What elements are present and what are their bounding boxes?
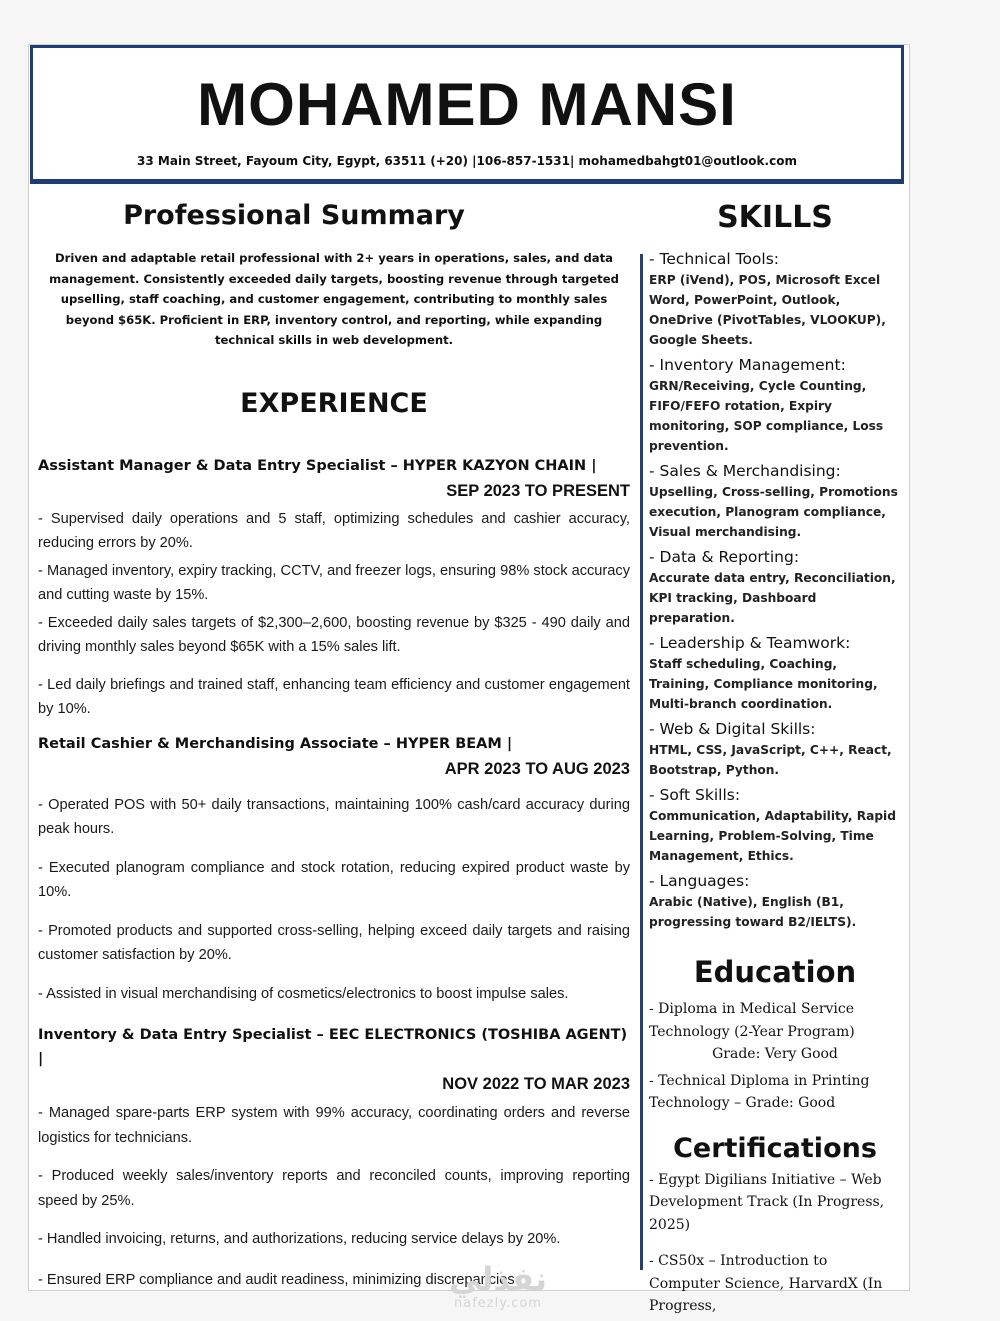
skill-category (649, 460, 901, 542)
column-divider (640, 254, 643, 1270)
skill-category-label: - Technical Tools: (649, 250, 780, 268)
skills-heading: SKILLS (717, 200, 833, 235)
job-bullet: - Managed spare-parts ERP system with 99% accuracy, coordinating orders and reverse logistics for technicians. (38, 1105, 630, 1146)
job-date: APR 2023 TO AUG 2023 (444, 759, 630, 778)
right-column (649, 196, 901, 1318)
resume-header (30, 45, 904, 184)
skill-category (649, 718, 901, 780)
job-bullet: - Handled invoicing, returns, and authorizations, reducing service delays by 20%. (38, 1231, 561, 1247)
skill-category-label: - Soft Skills: (649, 786, 741, 804)
job-date: NOV 2022 TO MAR 2023 (442, 1075, 630, 1093)
certification-item: - Egypt Digilians Initiative – Web Development Track (In Progress, 2025) (649, 1171, 885, 1233)
job-entry (38, 454, 630, 722)
skill-category (649, 354, 901, 456)
job-bullet: - Managed inventory, expiry tracking, CCTV, and freezer logs, ensuring 98% stock accuracy and cutting waste by 15%. (38, 562, 630, 603)
skill-category-text: GRN/Receiving, Cycle Counting, FIFO/FEFO rotation, Expiry monitoring, SOP compliance, Loss prevention. (649, 379, 884, 453)
job-entry (38, 732, 630, 1007)
skill-category-label: - Languages: (649, 872, 750, 890)
education-item: - Technical Diploma in Printing Technology – Grade: Good (649, 1072, 870, 1111)
education-item: - Diploma in Medical Service Technology (2-Year Program) (649, 1001, 855, 1040)
education-heading: Education (693, 955, 857, 989)
watermark-url: nafezly.com (454, 1296, 542, 1311)
skill-category (649, 870, 901, 932)
skill-category-label: - Leadership & Teamwork: (649, 634, 851, 652)
skill-category (649, 248, 901, 350)
job-bullet: - Exceeded daily sales targets of $2,300–2,600, boosting revenue by $325 - 490 daily and driving monthly sales beyond $65K with a 15% sales lift. (38, 614, 630, 655)
candidate-name: MOHAMED MANSI (197, 71, 737, 138)
skill-category-label: - Data & Reporting: (649, 548, 800, 566)
skill-category (649, 632, 901, 714)
job-date: SEP 2023 TO PRESENT (446, 481, 630, 500)
experience-heading: EXPERIENCE (240, 387, 428, 419)
job-title: Inventory & Data Entry Specialist – EEC ELECTRONICS (TOSHIBA AGENT) | (38, 1027, 628, 1067)
skill-category-text: Accurate data entry, Reconciliation, KPI tracking, Dashboard preparation. (649, 571, 896, 625)
left-column (38, 196, 630, 1292)
watermark-logo: نفذلي (449, 1260, 547, 1298)
summary-text: Driven and adaptable retail professional with 2+ years in operations, sales, and data management. Consistently exceeded daily targets, boosting revenue through targeted upselling, staff coaching, and customer engagement, contributing to monthly sales beyond $65K. Proficient in ERP, inventory control, and reporting, while expanding technical skills in web development. (49, 251, 619, 347)
watermark (428, 1262, 568, 1312)
job-bullet: - Supervised daily operations and 5 staff, optimizing schedules and cashier accuracy, reducing errors by 20%. (38, 510, 630, 551)
skill-category-label: - Inventory Management: (649, 356, 846, 374)
skill-category-label: - Web & Digital Skills: (649, 720, 816, 738)
summary-heading: Professional Summary (123, 200, 465, 231)
skill-category-text: ERP (iVend), POS, Microsoft Excel Word, PowerPoint, Outlook, OneDrive (PivotTables, VLOOKUP), Google Sheets. (649, 273, 886, 347)
skill-category-label: - Sales & Merchandising: (649, 462, 841, 480)
contact-line: 33 Main Street, Fayoum City, Egypt, 63511 (+20) |106-857-1531| mohamedbahgt01@outlook.com (137, 154, 797, 168)
certifications-heading: Certifications (673, 1132, 877, 1164)
job-bullet: - Operated POS with 50+ daily transactions, maintaining 100% cash/card accuracy during peak hours. (38, 796, 630, 837)
job-bullet: - Executed planogram compliance and stock rotation, reducing expired product waste by 10%. (38, 859, 630, 900)
skill-category-text: HTML, CSS, JavaScript, C++, React, Bootstrap, Python. (649, 743, 892, 777)
job-bullet: - Assisted in visual merchandising of cosmetics/electronics to boost impulse sales. (38, 985, 569, 1002)
education-grade: Grade: Very Good (712, 1046, 838, 1062)
skill-category (649, 784, 901, 866)
certification-item: - CS50x – Introduction to Computer Science, HarvardX (In Progress, (649, 1253, 883, 1314)
job-entry (38, 1023, 630, 1292)
job-title: Assistant Manager & Data Entry Specialist – HYPER KAZYON CHAIN | (38, 457, 597, 474)
skill-category (649, 546, 901, 628)
job-bullet: - Led daily briefings and trained staff, enhancing team efficiency and customer engagement by 10%. (38, 676, 630, 717)
job-bullet: - Ensured ERP compliance and audit readiness, minimizing discrepancies. (38, 1271, 519, 1288)
skill-category-text: Communication, Adaptability, Rapid Learning, Problem-Solving, Time Management, Ethics. (649, 809, 896, 863)
skill-category-text: Arabic (Native), English (B1, progressing toward B2/IELTS). (649, 895, 857, 929)
job-title: Retail Cashier & Merchandising Associate – HYPER BEAM | (38, 735, 513, 752)
skill-category-text: Staff scheduling, Coaching, Training, Compliance monitoring, Multi-branch coordination. (649, 657, 878, 711)
job-bullet: - Produced weekly sales/inventory reports and reconciled counts, improving reporting speed by 25%. (38, 1168, 630, 1209)
job-bullet: - Promoted products and supported cross-selling, helping exceed daily targets and raising customer satisfaction by 20%. (38, 922, 630, 963)
skill-category-text: Upselling, Cross-selling, Promotions execution, Planogram compliance, Visual merchandising. (649, 485, 898, 539)
